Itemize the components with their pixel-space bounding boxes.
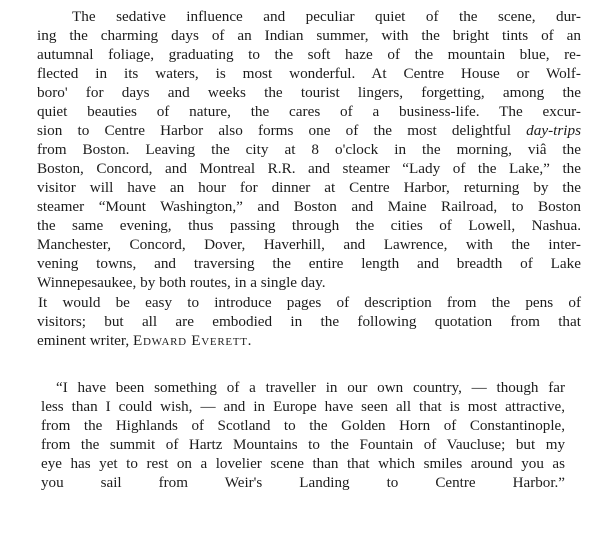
paragraph-line: boro' for days and weeks the tourist lingers, forgetting, among the xyxy=(37,84,581,101)
paragraph-line: Winnepesaukee, by both routes, in a single day. xyxy=(37,274,326,291)
paragraph-line xyxy=(37,332,581,350)
paragraph-line: the same evening, thus passing through the cities of Lowell, Nashua. xyxy=(37,217,581,234)
paragraph-line-text: It would be easy to introduce pages of description from the pens of xyxy=(38,294,581,311)
author-name: Edward Everett xyxy=(132,332,248,349)
paragraph-line: visitors; but all are embodied in the following quotation from that xyxy=(37,313,581,330)
paragraph-line: from Boston. Leaving the city at 8 o'clock in the morning, viâ the xyxy=(37,141,581,158)
author-suffix: . xyxy=(247,332,252,349)
paragraph-line: ing the charming days of an Indian summer, with the bright tints of an xyxy=(37,27,581,44)
paragraph-line-text: sion to Centre Harbor also forms one of the most delightful xyxy=(37,122,527,139)
paragraph-line: Boston, Concord, and Montreal R.R. and steamer “Lady of the Lake,” the xyxy=(37,160,581,177)
paragraph-line: quiet beauties of nature, the cares of a business-life. The excur- xyxy=(37,103,581,120)
quotation-line: from the Highlands of Scotland to the Golden Horn of Constantinople, xyxy=(41,418,565,434)
paragraph-line: Manchester, Concord, Dover, Haverhill, and Lawrence, with the inter- xyxy=(37,236,581,253)
paragraph-line: autumnal foliage, graduating to the soft haze of the mountain blue, re- xyxy=(37,46,581,63)
paragraph-line: vening towns, and traversing the entire length and breadth of Lake xyxy=(37,255,581,272)
quotation-line: eye has yet to rest on a lovelier scene than that which smiles around you as xyxy=(41,456,565,472)
paragraph-line: The sedative influence and peculiar quiet of the scene, dur- xyxy=(72,8,581,25)
paragraph-line-text: eminent writer, xyxy=(37,332,133,349)
paragraph-line xyxy=(38,294,581,312)
paragraph-line: steamer “Mount Washington,” and Boston and Maine Railroad, to Boston xyxy=(37,198,581,215)
paragraph-line: flected in its waters, is most wonderful. At Centre House or Wolf- xyxy=(37,65,581,82)
quotation-line: you sail from Weir's Landing to Centre Harbor.” xyxy=(41,475,565,491)
quotation-line: from the summit of Hartz Mountains to the Fountain of Vaucluse; but my xyxy=(41,437,565,453)
paragraph-line: visitor will have an hour for dinner at Centre Harbor, returning by the xyxy=(37,179,581,196)
quotation-line: less than I could wish, — and in Europe have seen all that is most attractive, xyxy=(41,399,565,415)
italic-phrase: day-trips xyxy=(526,122,581,139)
paragraph-line xyxy=(37,122,581,140)
quotation-line: “I have been something of a traveller in our own country, — though far xyxy=(56,380,565,396)
